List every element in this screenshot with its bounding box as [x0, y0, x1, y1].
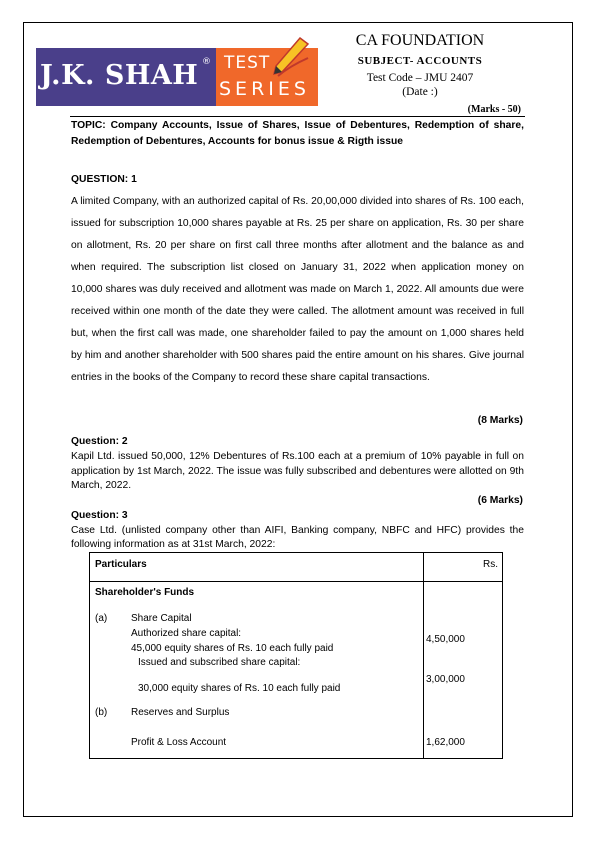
financial-table	[89, 552, 503, 759]
issued-amount: 3,00,000	[426, 674, 465, 685]
question-1-heading: QUESTION: 1	[71, 174, 137, 185]
particulars-header: Particulars	[95, 559, 147, 570]
particulars-body-cell	[90, 582, 424, 759]
question-3-heading: Question: 3	[71, 510, 128, 521]
logo-test-text: TEST	[224, 53, 271, 73]
logo-series-text: SERIES	[219, 78, 310, 100]
date-line: (Date :)	[402, 86, 438, 98]
jk-shah-logo	[36, 48, 318, 106]
issued-shares-line: 30,000 equity shares of Rs. 10 each fully paid	[138, 683, 341, 694]
item-b-label: (b)	[95, 707, 108, 718]
authorized-capital-label: Authorized share capital:	[131, 628, 242, 639]
authorized-amount: 4,50,000	[426, 634, 465, 645]
header-divider	[70, 116, 525, 117]
item-a-title: Share Capital	[131, 613, 192, 624]
test-code: Test Code – JMU 2407	[366, 72, 474, 84]
total-marks: (Marks - 50)	[467, 104, 521, 115]
question-2-heading: Question: 2	[71, 436, 128, 447]
issued-capital-label: Issued and subscribed share capital:	[138, 657, 301, 668]
question-3-body: Case Ltd. (unlisted company other than AIFI, Banking company, NBFC and HFC) provides the following information as at 31st March, 2022:	[71, 525, 524, 550]
section-heading: Shareholder's Funds	[95, 587, 195, 598]
particulars-header-cell	[90, 553, 424, 582]
question-2-marks: (6 Marks)	[477, 495, 523, 506]
logo-registered-mark: ®	[202, 57, 211, 67]
exam-title: CA FOUNDATION	[355, 32, 485, 49]
item-a-label: (a)	[95, 613, 108, 624]
question-1-marks: (8 Marks)	[477, 415, 523, 426]
topic-text: TOPIC: Company Accounts, Issue of Shares, Issue of Debentures, Redemption of share, Redemption of Debentures, Accounts for bonus issue & Rigth issue	[71, 120, 524, 147]
amount-body-cell	[424, 582, 503, 759]
logo-brand-text: J.K. SHAH	[40, 60, 199, 91]
rs-header-cell	[424, 553, 503, 582]
question-2-body: Kapil Ltd. issued 50,000, 12% Debentures of Rs.100 each at a premium of 10% payable in full on application by 1st March, 2022. The issue was fully subscribed and debentures were allotted on 9th March, 2022.	[71, 451, 524, 491]
profit-loss-amount: 1,62,000	[426, 737, 465, 748]
authorized-shares-line: 45,000 equity shares of Rs. 10 each fully paid	[131, 643, 334, 654]
question-1-body: A limited Company, with an authorized capital of Rs. 20,00,000 divided into shares of Rs. 100 each, issued for subscription 10,000 shares payable at Rs. 25 per share on application, Rs. 30 per share on allotment, Rs. 20 per share on first call three months after allotment and the balance as and when required. The subscription list closed on January 31, 2022 when application money on 10,000 shares was duly received and allotment was made on March 1, 2022. All amounts due were received within one month of the date they were called. The allotment amount was received in full but, when the first call was made, one shareholder failed to pay the amount on 1,000 shares held by him and another shareholder with 500 shares paid the entire amount on his shares. Give journal entries in the books of the Company to record these share capital transactions.	[71, 196, 524, 383]
pencil-icon	[268, 36, 312, 80]
item-b-title: Reserves and Surplus	[131, 707, 230, 718]
profit-loss-line: Profit & Loss Account	[131, 737, 227, 748]
subject-line: SUBJECT- ACCOUNTS	[357, 55, 483, 67]
rs-header: Rs.	[483, 559, 498, 570]
